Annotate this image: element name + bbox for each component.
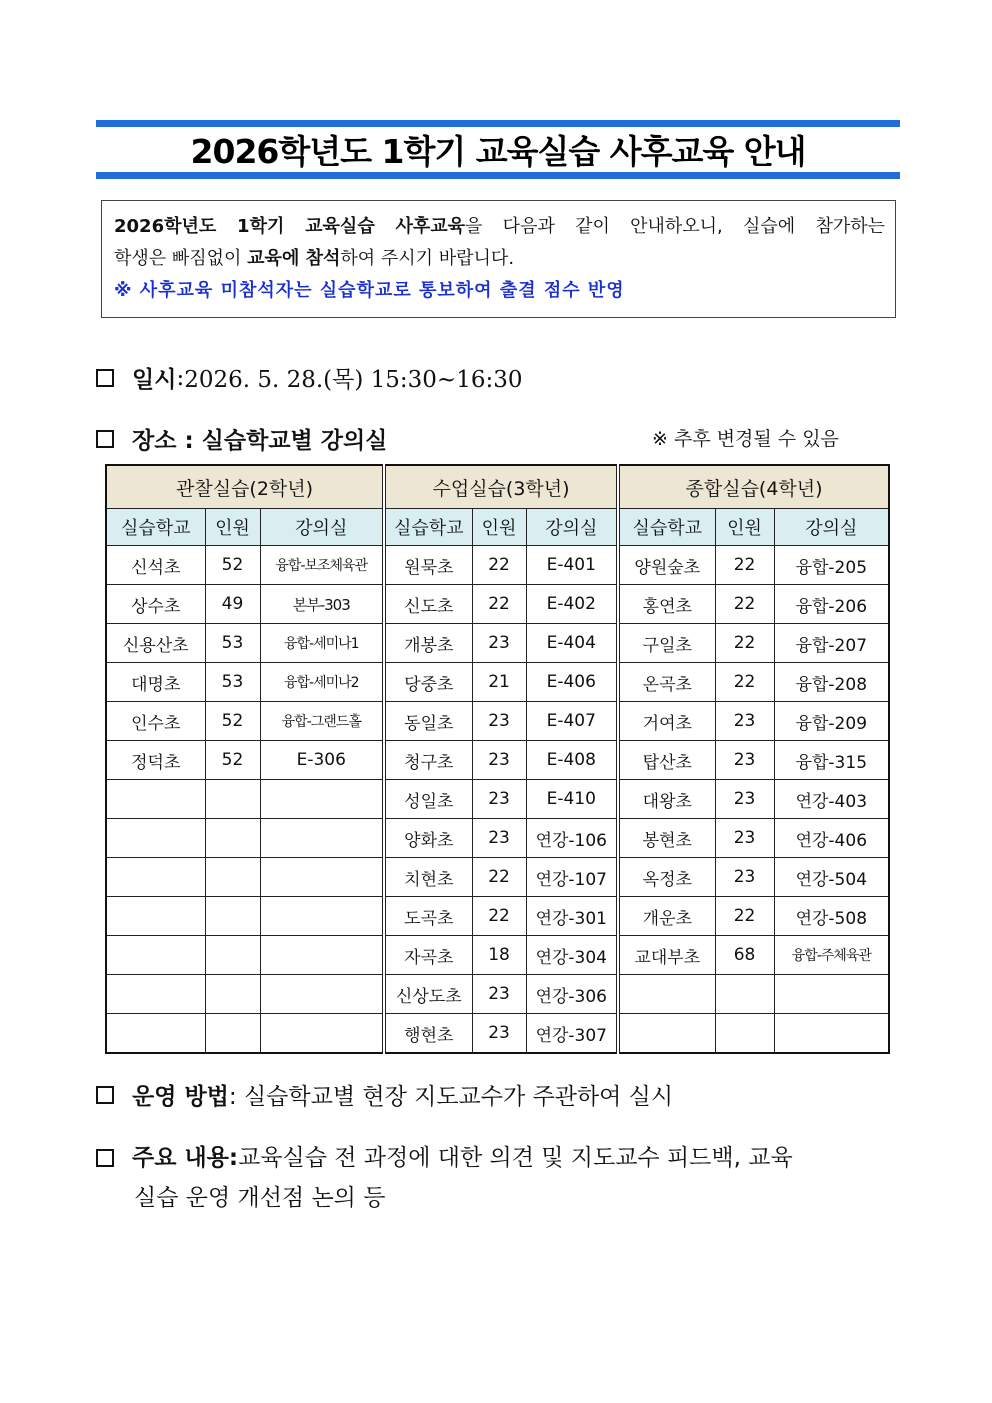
table-cell: 연강-307 [526, 1014, 618, 1054]
table-cell [260, 1014, 384, 1054]
table-cell [260, 858, 384, 897]
table-cell: E-406 [526, 663, 618, 702]
table-cell: 신석초 [106, 546, 205, 585]
column-header: 강의실 [260, 509, 384, 546]
column-header: 실습학교 [384, 509, 472, 546]
table-cell [260, 780, 384, 819]
table-cell [260, 897, 384, 936]
table-cell: 자곡초 [384, 936, 472, 975]
table-cell: E-404 [526, 624, 618, 663]
table-cell: 연강-406 [774, 819, 889, 858]
column-header: 실습학교 [618, 509, 715, 546]
table-cell: 거여초 [618, 702, 715, 741]
notice-warning: ※ 사후교육 미참석자는 실습학교로 통보하여 출결 점수 반영 [114, 280, 625, 301]
title-bar [96, 120, 900, 179]
table-row [106, 663, 889, 702]
table-cell [618, 975, 715, 1014]
table-cell [715, 975, 774, 1014]
table-cell [774, 975, 889, 1014]
table-cell [106, 1014, 205, 1054]
group-header: 수업실습(3학년) [384, 465, 618, 509]
table-row [106, 741, 889, 780]
table-row [106, 624, 889, 663]
table-cell [618, 1014, 715, 1054]
table-cell: E-402 [526, 585, 618, 624]
operation-item [96, 1078, 673, 1111]
table-cell: 융합-209 [774, 702, 889, 741]
table-row [106, 1014, 889, 1054]
place-label: 장소 : 실습학교별 강의실 [132, 428, 388, 454]
table-cell: 양원숲초 [618, 546, 715, 585]
content-line-1 [96, 1138, 900, 1178]
table-cell: 52 [205, 741, 260, 780]
table-cell: 23 [472, 741, 526, 780]
group-header: 종합실습(4학년) [618, 465, 889, 509]
schedule-label: 일시 [132, 367, 177, 393]
table-cell: 성일초 [384, 780, 472, 819]
table-cell: 본부-303 [260, 585, 384, 624]
notice-line-2-pre: 학생은 빠짐없이 [114, 248, 248, 269]
table-cell: 원묵초 [384, 546, 472, 585]
table-cell: 23 [472, 702, 526, 741]
table-cell: 개봉초 [384, 624, 472, 663]
table-cell: 연강-403 [774, 780, 889, 819]
table-cell: 홍연초 [618, 585, 715, 624]
notice-line-2-post: 하여 주시기 바랍니다. [340, 248, 515, 269]
table-cell: 탑산초 [618, 741, 715, 780]
table-cell: 당중초 [384, 663, 472, 702]
notice-line-2 [114, 243, 885, 275]
checkbox-icon [96, 369, 114, 387]
table-cell: 53 [205, 624, 260, 663]
checkbox-icon [96, 1086, 114, 1104]
table-cell: 22 [715, 624, 774, 663]
table-cell: 22 [472, 858, 526, 897]
table-cell: 22 [472, 897, 526, 936]
table-cell: 구일초 [618, 624, 715, 663]
content-item [96, 1138, 900, 1218]
operation-text: : 실습학교별 현장 지도교수가 주관하여 실시 [228, 1084, 674, 1110]
table-cell: E-410 [526, 780, 618, 819]
notice-line-1-bold: 2026학년도 1학기 교육실습 사후교육 [114, 216, 466, 237]
table-cell: 18 [472, 936, 526, 975]
table-subheader-row [106, 509, 889, 546]
table-cell [106, 858, 205, 897]
table-row [106, 975, 889, 1014]
column-header: 강의실 [526, 509, 618, 546]
table-cell: 연강-504 [774, 858, 889, 897]
table-cell: 23 [472, 780, 526, 819]
notice-line-2-bold: 교육에 참석 [247, 248, 341, 269]
table-cell [106, 819, 205, 858]
notice-line-1 [114, 211, 885, 243]
table-row [106, 897, 889, 936]
table-cell: 교대부초 [618, 936, 715, 975]
checkbox-icon [96, 1149, 114, 1167]
content-text-1: 교육실습 전 과정에 대한 의견 및 지도교수 피드백, 교육 [238, 1145, 793, 1171]
table-cell: 연강-107 [526, 858, 618, 897]
table-cell [205, 936, 260, 975]
table-cell: 22 [715, 897, 774, 936]
schedule-item [96, 361, 523, 394]
table-cell: 22 [715, 663, 774, 702]
table-cell: 융합-보조체육관 [260, 546, 384, 585]
table-row [106, 546, 889, 585]
table-cell: E-408 [526, 741, 618, 780]
table-cell: 행현초 [384, 1014, 472, 1054]
table-cell: 23 [472, 975, 526, 1014]
table-cell: 신도초 [384, 585, 472, 624]
table-cell: 융합-315 [774, 741, 889, 780]
table-cell: 21 [472, 663, 526, 702]
table-cell: 온곡초 [618, 663, 715, 702]
table-cell: 동일초 [384, 702, 472, 741]
place-item [96, 422, 387, 455]
column-header: 인원 [715, 509, 774, 546]
table-cell: 대명초 [106, 663, 205, 702]
table-cell: 옥정초 [618, 858, 715, 897]
table-cell: 융합-205 [774, 546, 889, 585]
table-cell: E-306 [260, 741, 384, 780]
table-cell: 49 [205, 585, 260, 624]
group-header: 관찰실습(2학년) [106, 465, 384, 509]
table-cell: 신상도초 [384, 975, 472, 1014]
table-cell: 봉현초 [618, 819, 715, 858]
table-row [106, 585, 889, 624]
table-cell: 융합-그랜드홀 [260, 702, 384, 741]
table-cell: 융합-세미나2 [260, 663, 384, 702]
table-cell: 연강-301 [526, 897, 618, 936]
table-cell [205, 897, 260, 936]
column-header: 실습학교 [106, 509, 205, 546]
table-cell [260, 819, 384, 858]
table-cell: 치현초 [384, 858, 472, 897]
notice-box [101, 200, 896, 318]
table-row [106, 936, 889, 975]
table-cell: 23 [715, 858, 774, 897]
table-cell [205, 975, 260, 1014]
table-cell: 52 [205, 546, 260, 585]
table-cell: 연강-306 [526, 975, 618, 1014]
table-cell: 융합-주체육관 [774, 936, 889, 975]
column-header: 강의실 [774, 509, 889, 546]
table-cell: 52 [205, 702, 260, 741]
table-cell: 대왕초 [618, 780, 715, 819]
table-cell: 68 [715, 936, 774, 975]
table-cell: 연강-106 [526, 819, 618, 858]
table-cell: 23 [472, 624, 526, 663]
schedule-separator: : [176, 364, 185, 391]
table-cell: 연강-304 [526, 936, 618, 975]
table-cell: 22 [472, 585, 526, 624]
table-cell: 융합-세미나1 [260, 624, 384, 663]
column-header: 인원 [472, 509, 526, 546]
table-cell [205, 1014, 260, 1054]
table-cell [715, 1014, 774, 1054]
table-cell [774, 1014, 889, 1054]
table-cell: 양화초 [384, 819, 472, 858]
notice-line-1-rest: 을 다음과 같이 안내하오니, 실습에 참가하는 [465, 216, 885, 237]
table-group-header-row [106, 465, 889, 509]
table-cell [106, 975, 205, 1014]
table-cell [106, 780, 205, 819]
table-cell: E-407 [526, 702, 618, 741]
table-cell: 53 [205, 663, 260, 702]
table-cell: 융합-208 [774, 663, 889, 702]
table-cell: 23 [472, 819, 526, 858]
table-cell: 22 [715, 546, 774, 585]
table-cell: 23 [472, 1014, 526, 1054]
table-cell: 인수초 [106, 702, 205, 741]
place-note: ※ 추후 변경될 수 있음 [652, 428, 839, 450]
page-title: 2026학년도 1학기 교육실습 사후교육 안내 [190, 132, 806, 171]
table-cell: 개운초 [618, 897, 715, 936]
operation-label: 운영 방법 [132, 1084, 229, 1110]
table-cell: 22 [472, 546, 526, 585]
content-text-2: 실습 운영 개선점 논의 등 [134, 1185, 386, 1211]
table-cell [205, 858, 260, 897]
table-row [106, 780, 889, 819]
table-cell [205, 780, 260, 819]
table-row [106, 819, 889, 858]
table-cell: E-401 [526, 546, 618, 585]
table-cell: 23 [715, 741, 774, 780]
table-cell: 22 [715, 585, 774, 624]
table-cell [205, 819, 260, 858]
content-label: 주요 내용: [132, 1145, 239, 1171]
table-cell: 도곡초 [384, 897, 472, 936]
table-cell: 융합-207 [774, 624, 889, 663]
table-cell [106, 936, 205, 975]
table-cell: 연강-508 [774, 897, 889, 936]
lecture-room-table [105, 464, 890, 1054]
table-cell: 23 [715, 702, 774, 741]
table-cell: 정덕초 [106, 741, 205, 780]
table-row [106, 702, 889, 741]
column-header: 인원 [205, 509, 260, 546]
table-cell [106, 897, 205, 936]
table-cell [260, 975, 384, 1014]
table-row [106, 858, 889, 897]
table-cell [260, 936, 384, 975]
table-cell: 23 [715, 819, 774, 858]
checkbox-icon [96, 430, 114, 448]
table-cell: 신용산초 [106, 624, 205, 663]
table-cell: 융합-206 [774, 585, 889, 624]
table-cell: 청구초 [384, 741, 472, 780]
table-cell: 상수초 [106, 585, 205, 624]
table-cell: 23 [715, 780, 774, 819]
schedule-value: 2026. 5. 28.(목) 15:30~16:30 [184, 367, 523, 393]
